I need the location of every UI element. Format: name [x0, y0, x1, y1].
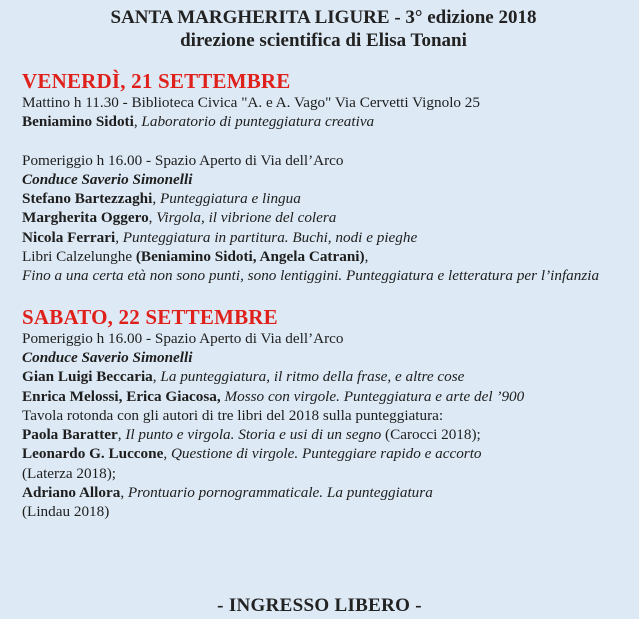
spacer [22, 132, 625, 151]
saturday-talk: Gian Luigi Beccaria, La punteggiatura, il ritmo della frase, e altre cose [22, 368, 465, 386]
book-entry: Paola Baratter, Il punto e virgola. Storia e usi di un segno (Carocci 2018); [22, 426, 481, 444]
friday-publisher-title: Fino a una certa età non sono punti, sono lentiggini. Punteggiatura e letteratura per l’infanzia [22, 267, 600, 285]
header-subtitle: direzione scientifica di Elisa Tonani [180, 30, 467, 51]
talk-title: La punteggiatura, il ritmo della frase, e altre cose [160, 368, 465, 386]
book-entry: Leonardo G. Luccone, Questione di virgole. Punteggiare rapido e accorto [22, 445, 482, 463]
speaker-name: Beniamino Sidoti [22, 113, 134, 131]
book-title: Il punto e virgola. Storia e usi di un segno [125, 426, 382, 444]
saturday-host: Conduce Saverio Simonelli [22, 348, 193, 366]
saturday-heading: SABATO, 22 SETTEMBRE [22, 304, 278, 329]
header-title: SANTA MARGHERITA LIGURE - 3° edizione 2018 [110, 7, 537, 28]
speaker-name: Margherita Oggero [22, 209, 149, 227]
book-author: Leonardo G. Luccone [22, 445, 164, 463]
book-author: Adriano Allora [22, 484, 121, 502]
book-entry: Adriano Allora, Prontuario pornogrammaticale. La punteggiatura [22, 484, 433, 502]
friday-talk: Margherita Oggero, Virgola, il vibrione del colera [22, 209, 337, 227]
round-table-intro: Tavola rotonda con gli autori di tre libri del 2018 sulla punteggiatura: [22, 406, 444, 424]
publisher-speakers: (Beniamino Sidoti, Angela Catrani) [135, 248, 365, 266]
book-title: Prontuario pornogrammaticale. La punteggiatura [127, 484, 433, 502]
friday-publisher-line: Libri Calzelunghe (Beniamino Sidoti, Angela Catrani), [22, 248, 369, 266]
book-publisher: (Lindau 2018) [22, 503, 110, 521]
free-entry-footer: - INGRESSO LIBERO - [217, 595, 422, 616]
friday-talk: Stefano Bartezzaghi, Punteggiatura e lingua [22, 190, 301, 208]
publisher-name: Libri Calzelunghe [22, 248, 136, 266]
header [22, 6, 625, 52]
book-title: Questione di virgole. Punteggiare rapido e accorto [170, 445, 482, 463]
talk-title: Punteggiatura e lingua [159, 190, 301, 208]
book-author: Paola Baratter [22, 426, 118, 444]
friday-morning-talk: Beniamino Sidoti, Laboratorio di punteggiatura creativa [22, 113, 375, 131]
talk-title: Virgola, il vibrione del colera [156, 209, 337, 227]
saturday-time-place: Pomeriggio h 16.00 - Spazio Aperto di Via dell’Arco [22, 329, 344, 347]
speaker-name: Gian Luigi Beccaria [22, 368, 153, 386]
friday-host: Conduce Saverio Simonelli [22, 170, 193, 188]
speaker-name: Enrica Melossi, Erica Giacosa, [22, 387, 221, 405]
speaker-name: Stefano Bartezzaghi [22, 190, 153, 208]
friday-afternoon-time-place: Pomeriggio h 16.00 - Spazio Aperto di Via dell’Arco [22, 151, 344, 169]
friday-talk: Nicola Ferrari, Punteggiatura in partitura. Buchi, nodi e pieghe [22, 228, 418, 246]
talk-title: Mosso con virgole. Punteggiatura e arte del ’900 [224, 387, 525, 405]
friday-morning-time-place: Mattino h 11.30 - Biblioteca Civica "A. e A. Vago" Via Cervetti Vignolo 25 [22, 94, 480, 111]
speaker-name: Nicola Ferrari [22, 228, 116, 246]
saturday-talk [22, 387, 625, 406]
talk-title: Punteggiatura in partitura. Buchi, nodi e pieghe [122, 228, 418, 246]
book-publisher: (Laterza 2018); [22, 464, 117, 482]
friday-heading: VENERDÌ, 21 SETTEMBRE [22, 69, 291, 93]
book-publisher: (Carocci 2018); [381, 426, 481, 444]
talk-title: Laboratorio di punteggiatura creativa [141, 113, 375, 131]
